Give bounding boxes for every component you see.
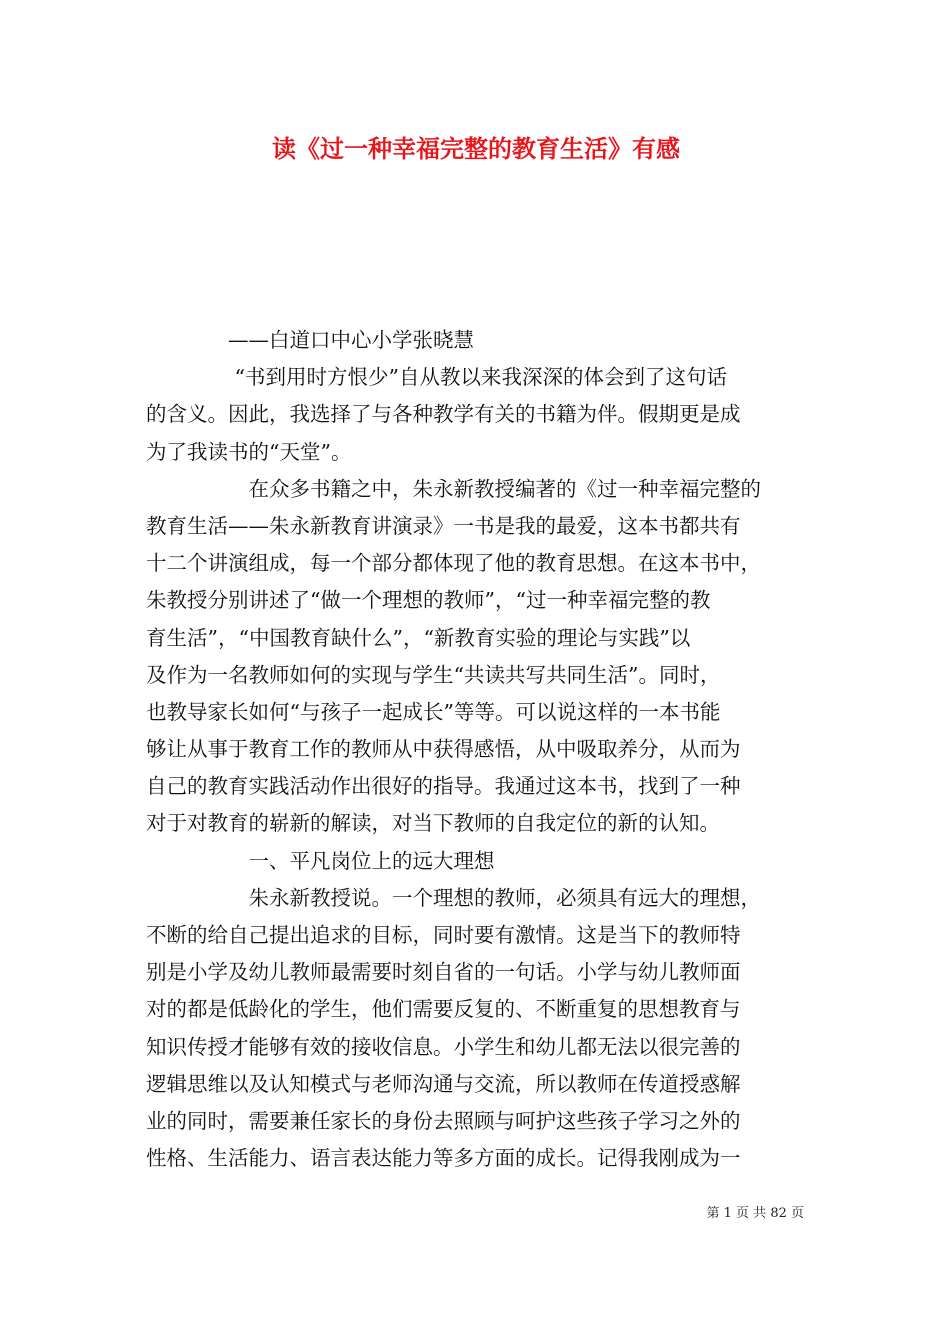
body-line: 对于对教育的崭新的解读，对当下教师的自我定位的新的认知。 — [146, 811, 720, 836]
page-number: 第 1 页 共 82 页 — [706, 1206, 804, 1221]
body-line: 为了我读书的“天堂”。 — [146, 439, 352, 464]
body-line: 十二个讲演组成，每一个部分都体现了他的教育思想。在这本书中， — [146, 551, 761, 576]
body-line: 不断的给自己提出追求的目标，同时要有激情。这是当下的教师特 — [146, 923, 741, 947]
body-line: 育生活”，“中国教育缺什么”，“新教育实验的理论与实践”以 — [146, 625, 691, 650]
body-line: 朱永新教授说。一个理想的教师，必须具有远大的理想， — [146, 885, 761, 910]
document-title: 读《过一种幸福完整的教育生活》有感 — [272, 134, 680, 163]
document-body — [146, 322, 810, 1177]
body-line: 及作为一名教师如何的实现与学生“共读共写共同生活”。同时， — [146, 662, 721, 687]
body-line: 别是小学及幼儿教师最需要时刻自省的一句话。小学与幼儿教师面 — [146, 960, 741, 985]
body-line: 对的都是低龄化的学生，他们需要反复的、不断重复的思想教育与 — [146, 997, 741, 1022]
section-heading: 一、平凡岗位上的远大理想 — [146, 848, 495, 873]
body-line: 教育生活——朱永新教育讲演录》一书是我的最爱，这本书都共有 — [146, 513, 741, 538]
body-line: 知识传授才能够有效的接收信息。小学生和幼儿都无法以很完善的 — [146, 1034, 741, 1059]
body-line: 也教导家长如何“与孩子一起成长”等等。可以说这样的一本书能 — [146, 699, 721, 724]
body-line: 的含义。因此，我选择了与各种教学有关的书籍为伴。假期更是成 — [146, 402, 741, 427]
body-line: 逻辑思维以及认知模式与老师沟通与交流，所以教师在传道授惑解 — [146, 1071, 741, 1096]
body-line: 在众多书籍之中，朱永新教授编著的《过一种幸福完整的 — [146, 476, 761, 501]
body-line: 业的同时，需要兼任家长的身份去照顾与呵护这些孩子学习之外的 — [146, 1108, 741, 1133]
body-line: 性格、生活能力、语言表达能力等多方面的成长。记得我刚成为一 — [146, 1146, 741, 1171]
body-line: 朱教授分别讲述了“做一个理想的教师”，“过一种幸福完整的教 — [146, 588, 711, 613]
author-line: ——白道口中心小学张晓慧 — [146, 328, 474, 352]
body-line: 够让从事于教育工作的教师从中获得感悟，从中吸取养分，从而为 — [146, 737, 741, 762]
body-line: “书到用时方恨少”自从教以来我深深的体会到了这句话 — [146, 365, 727, 390]
body-line: 自己的教育实践活动作出很好的指导。我通过这本书，找到了一种 — [146, 774, 741, 799]
